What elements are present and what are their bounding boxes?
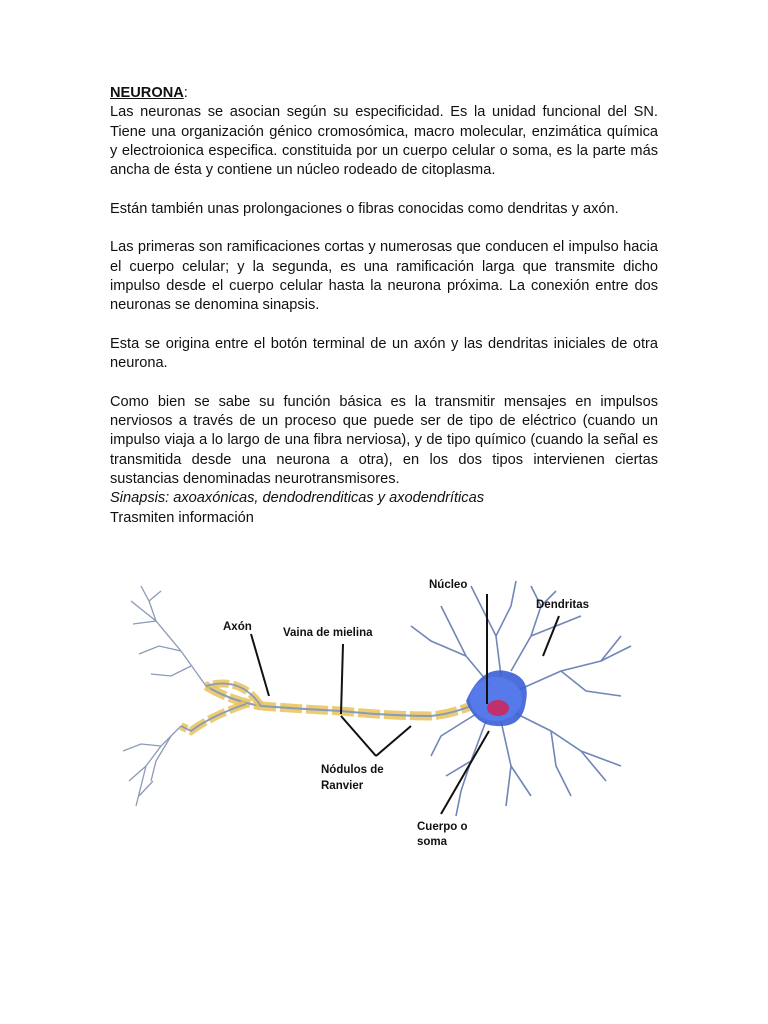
label-vaina: Vaina de mielina xyxy=(283,627,373,639)
paragraph-5: Como bien se sabe su función básica es la transmitir mensajes en impulsos nerviosos a través de un proceso que puede ser de tipo de eléctrico (cuando un impulso viaja a lo largo de una fibra nerviosa), y de tipo químico (cuando la señal es transmitida desde una neurona a otra), en los dos tipos intervienen ciertas sustancias denominadas neurotransmisores. xyxy=(110,393,658,487)
neuron-illustration xyxy=(111,566,648,848)
heading-line xyxy=(110,84,658,103)
label-dendritas: Dendritas xyxy=(536,599,590,611)
label-cuerpo-1: Cuerpo o xyxy=(417,821,468,833)
paragraph-1: Las neuronas se asocian según su especificidad. Es la unidad funcional del SN. Tiene una organización génico cromosómica, macro molecular, enzimática química y electroionica especifica. constituida por un cuerpo celular o soma, es la parte más ancha de ésta y contiene un núcleo rodeado de citoplasma. xyxy=(110,104,658,179)
synapse-types-line: Sinapsis: axoaxónicas, dendodrenditicas y axodendríticas xyxy=(110,490,484,507)
neuron-diagram xyxy=(111,566,648,848)
label-nodulos-1: Nódulos de xyxy=(321,764,384,776)
document-title: NEURONA xyxy=(110,85,184,101)
label-cuerpo-2: soma xyxy=(417,836,448,848)
paragraph-3: Las primeras son ramificaciones cortas y numerosas que conducen el impulso hacia el cuerpo celular; y la segunda, es una ramificación larga que transmite dicho impulso desde el cuerpo celular hasta la neurona próxima. La conexión entre dos neuronas se denomina sinapsis. xyxy=(110,239,658,314)
label-nodulos-2: Ranvier xyxy=(321,780,364,792)
axon-terminal-branches xyxy=(123,586,206,806)
paragraph-2: Están también unas prolongaciones o fibras conocidas como dendritas y axón. xyxy=(110,200,619,217)
label-nucleo: Núcleo xyxy=(429,579,468,591)
paragraph-4: Esta se origina entre el botón terminal de un axón y las dendritas iniciales de otra neurona. xyxy=(110,335,658,372)
label-axon: Axón xyxy=(223,621,252,633)
document-body xyxy=(110,84,658,528)
nucleus xyxy=(487,700,509,716)
closing-line: Trasmiten información xyxy=(110,509,254,526)
title-colon: : xyxy=(183,85,188,101)
